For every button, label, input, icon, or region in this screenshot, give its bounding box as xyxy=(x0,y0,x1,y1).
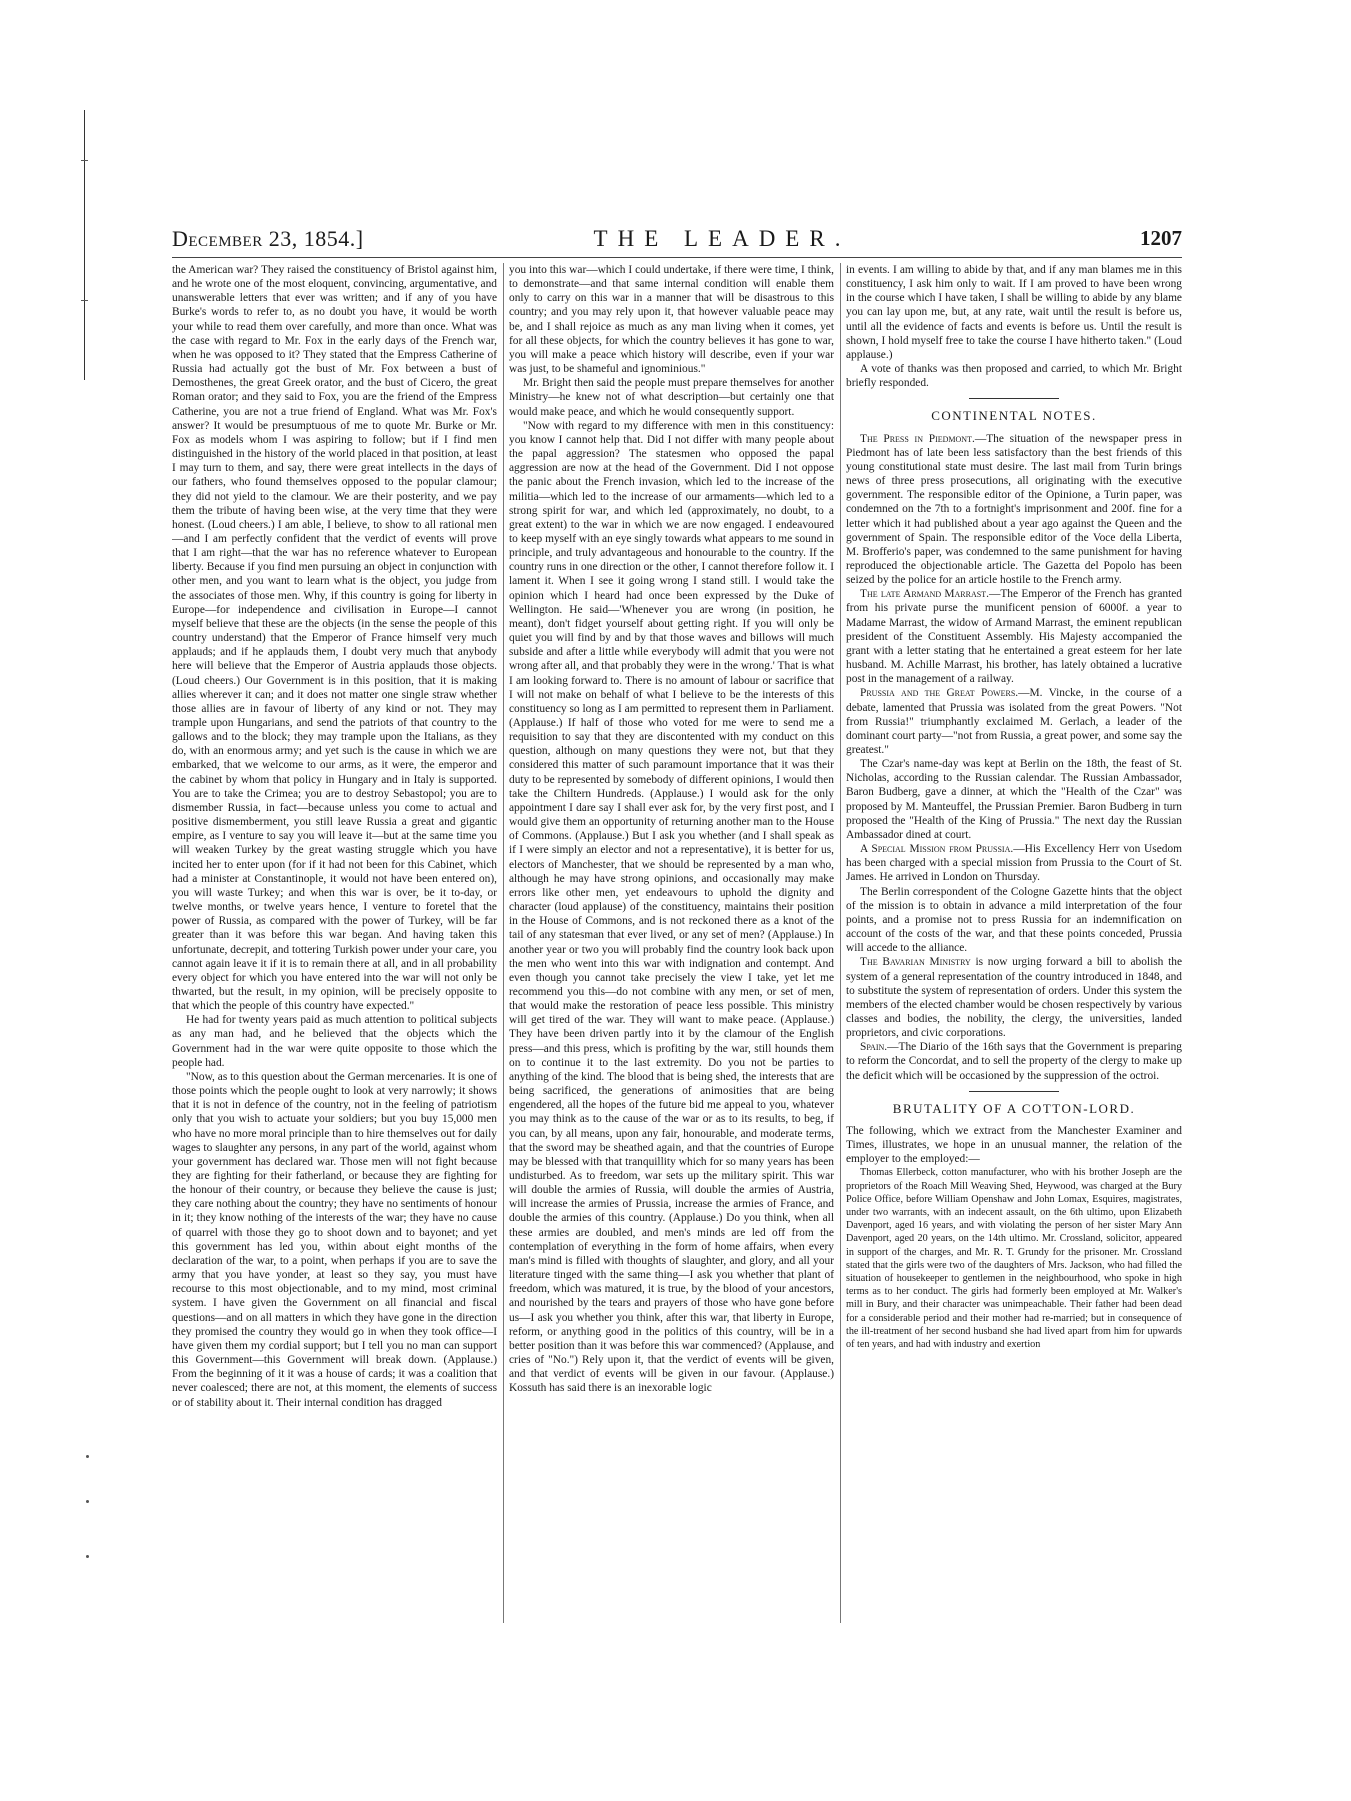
section-heading: CONTINENTAL NOTES. xyxy=(931,408,1097,424)
article-quote: Thomas Ellerbeck, cotton manufacturer, who with his brother Joseph are the proprietors of the Roach Mill Weaving Shed, Heywood, was charged at the Bury Police Office, before William Openshaw and John Lomax, Esquires, magistrates, under two warrants, with an indecent assault, on the 6th ultimo, upon Elizabeth Davenport, aged 16 years, and with violating the person of her sister Mary Ann Davenport, aged 20 years, on the 14th ultimo. Mr. Crossland, solicitor, appeared in support of the charges, and Mr. R. T. Grundy for the prisoner. Mr. Crossland stated that the girls were two of the daughters of Mrs. Jackson, who had filled the situation of housekeeper to gentlemen in the neighbourhood, who spoke in high terms as to her conduct. The girls had formerly been employed at Mr. Walker's mill in Bury, and their character was unimpeachable. Their father had been dead for a considerable period and their mother had re-married; but in consequence of the ill-treatment of her second husband she had lived apart from him for upwards of ten years, and had with industry and exertion xyxy=(846,1167,1182,1351)
report-paragraph: A vote of thanks was then proposed and carried, to which Mr. Bright briefly responded. xyxy=(846,363,1182,390)
section-rule xyxy=(969,1091,1059,1092)
speech-paragraph: "Now, as to this question about the German mercenaries. It is one of those points which the people ought to look at very narrowly; it shows that it is not in defence of the country, not in the feeling of patriotism only that you wish to actuate your soldiers; but you buy 15,000 men who have no more moral principle than to hire themselves out for daily wages to slaughter any persons, in any part of the world, against whom your government has declared war. Those men will not fight because they are fighting for their fatherland, or because they are fighting for the honour of their country, or because they believe the cause is just; they care nothing about the country; they have no sentiments of honour in it; they know nothing of the interests of the war; they have no cause of quarrel with those they go to shoot down and to bayonet; and yet this government has led you, within about eight months of the declaration of the war, to a point, when perhaps if you are to save the army that you have yonder, at least so they say, you must have recourse to this most objectionable, and to my mind, most criminal system. I have given the Government on all financial and fiscal questions—and on all matters in which they have gone in the direction they promised the country they would go in when they took office—I have given them my cordial support; but I tell you no man can support this Government—this Government will break down. (Applause.) From the beginning of it it was a house of cards; it was a coalition that never coalesced; there are not, at this moment, the elements of success or of stability about it. Their internal condition has dragged xyxy=(172,1070,497,1409)
margin-binding-line xyxy=(84,110,85,380)
news-item-lead: Spain. xyxy=(860,1041,888,1054)
news-item xyxy=(846,587,1182,686)
news-item xyxy=(846,686,1182,757)
news-item xyxy=(846,1040,1182,1082)
speech-paragraph: "Now with regard to my difference with men in this constituency: you know I cannot help that. Did I not differ with many people about the papal aggression? The statesmen who opposed the papal aggression are now at the head of the Government. Did I not oppose the panic about the French invasion, which led to the increase of the militia—which led to the increase of our armaments—which led to a strong spirit for war, and which led (approximately, no doubt, to a great extent) to the war in which we are now engaged. I endeavoured to keep myself with an eye singly towards what appears to me sound in principle, and truly advantageous and honourable to the country. If the country runs in one direction or the other, I cannot therefore follow it. I lament it. When I see it going wrong I stand still. I would take the opinion which I heard had once been expressed by the Duke of Wellington. He said—'Whenever you are wrong (in position, he meant), don't fidget yourself about getting right. If you will only be quiet you will find by and by that those waves and billows will much subside and after a little while everybody will admit that you were not wrong after all, and that probably they were in the wrong.' That is what I am looking forward to. There is no amount of labour or sacrifice that I will not make on behalf of what I believe to be the interests of this constituency so long as I am permitted to represent them in Parliament. (Applause.) If half of those who voted for me were to send me a requisition to say that they are discontented with my conduct on this question, although on many questions they were not, but that they considered this matter of such paramount importance that it was their duty to be represented by somebody of different opinions, I would then take the Chiltern Hundreds. (Applause.) I would ask for the only appointment I dare say I shall ever ask for, by the very first post, and I would give them an opportunity of returning another man to the House of Commons. (Applause.) But I ask you whether (and I shall speak as if I were simply an elector and not a representative), it is better for us, electors of Manchester, that we should be represented by a man who, although he may have strong opinions, and occasionally may make errors like other men, yet endeavours to uphold the dignity and character (loud applause) of the constituency, maintains their position in the House of Commons, and is not reckoned there as a knot of the tail of any statesman that ever lived, or any set of men? (Applause.) In another year or two you will probably find the country look back upon the men who went into this war with indignation and contempt. And even though you cannot take precisely the view I take, yet let me recommend you this—do not combine with any men, or set of men, that would make the restoration of peace less possible. This ministry will get tired of the war. They will want to make peace. (Applause.) They have been driven partly into it by the clamour of the English press—and this press, which is profiting by the war, still hounds them on to continue it to the last extremity. Do you not be parties to anything of the kind. The blood that is being shed, the interests that are being sacrificed, the generations of animosities that are being engendered, all the hopes of the future bid me appeal to you, whatever you may think as to the cause of the war or as to its results, to beg, if you can, by all means, upon any fair, honourable, and moderate terms, that the sword may be sheathed again, and that the countries of Europe may be blessed with that tranquillity which for so many years has been undisturbed. As to freedom, war sets up the military spirit. This war will double the armies of Russia, will double the armies of Austria, will increase the armies of Prussia, increase the armies of France, and double the armies of this country. (Applause.) Do you think, when all these armies are doubled, and men's minds are led off from the contemplation of everything in the form of home affairs, when every man's mind is filled with thoughts of slaughter, and glory, and all your literature tinged with the same thing—I ask you whether that plant of freedom, which was matured, it is true, by the blood of your ancestors, and nourished by the tears and prayers of those who have gone before us—I ask you whether you think, after this war, that liberty in Europe, reform, or anything good in the politics of this country, will be in a better position than it was before this war commenced? (Applause, and cries of "No.") Rely upon it, that the verdict of events will be given, and that verdict of events will be given in our favour. (Applause.) Kossuth has said there is an inexorable logic xyxy=(509,419,834,1395)
page-number: 1207 xyxy=(1140,226,1182,250)
news-item: The Czar's name-day was kept at Berlin on the 18th, the feast of St. Nicholas, according to the Russian calendar. The Russian Ambassador, Baron Budberg, gave a dinner, at which the "Health of the Czar" was proposed by M. Manteuffel, the Prussian Premier. Baron Budberg in turn proposed the "Health of the King of Prussia." The next day the Russian Ambassador dined at court. xyxy=(846,758,1182,841)
margin-tick xyxy=(81,300,88,305)
header-rule xyxy=(172,257,1182,258)
news-item-lead: The Bavarian Ministry xyxy=(860,956,971,969)
margin-speck xyxy=(86,1555,89,1558)
news-item xyxy=(846,842,1182,884)
margin-tick xyxy=(81,160,88,165)
article-intro: The following, which we extract from the Manchester Examiner and Times, illustrates, we hope in an unusual manner, the relation of the employer to the employed:— xyxy=(846,1124,1182,1166)
column-middle xyxy=(509,263,834,1623)
column-divider xyxy=(503,263,504,1623)
news-item: The Berlin correspondent of the Cologne Gazette hints that the object of the mission is to obtain in advance a mild interpretation of the four points, and a promise not to press Russia for an indemnification on account of the costs of the war, and that these points conceded, Prussia will accede to the alliance. xyxy=(846,885,1182,955)
page-header xyxy=(172,226,1182,256)
report-paragraph: He had for twenty years paid as much attention to political subjects as any man had, and he believed that the objects which the Government had in the war were quite opposite to those which the people had. xyxy=(172,1014,497,1069)
news-item-text: —His Excellency Herr von Usedom has been charged with a special mission from Prussia to the Court of St. James. He arrived in London on Thursday. xyxy=(846,843,1182,884)
report-paragraph: Mr. Bright then said the people must prepare themselves for another Ministry—he knew not of what description—but certainly one that would make peace, and which he would consequently support. xyxy=(509,377,834,418)
issue-date: December 23, 1854.] xyxy=(172,226,364,251)
column-divider xyxy=(840,263,841,1623)
margin-speck xyxy=(86,1500,89,1503)
news-item-text: is now urging forward a bill to abolish the system of a general representation of the country introduced in 1848, and to substitute the system of representation of orders. Under this system the members of the elected chamber would be chosen respectively by various classes and bodies, the nobility, the clergy, the universities, landed proprietors, and civic corporations. xyxy=(846,956,1182,1040)
news-item-text: —The Emperor of the French has granted from his private purse the munificent pension of 6000f. a year to Madame Marrast, the widow of Armand Marrast, the eminent republican president of the Constituent Assembly. His Majesty accompanied the grant with a letter stating that he entertained a great esteem for her late husband. M. Achille Marrast, his brother, has lately obtained a lucrative post in the management of a railway. xyxy=(846,588,1182,686)
news-item-lead: The late Armand Marrast. xyxy=(860,588,989,601)
news-item-text: —M. Vincke, in the course of a debate, lamented that Prussia was isolated from the great Powers. "Not from Russia!" triumphantly exclaimed M. Gerlach, a leader of the dominant court party—"not from Russia, a great power, and some say the greatest." xyxy=(846,687,1182,756)
news-item-lead: The Press in Piedmont. xyxy=(860,432,975,445)
speech-paragraph: you into this war—which I could undertake, if there were time, I think, to demonstrate—and that same internal condition will enable them only to carry on this war in a manner that will be disastrous to this country; and you may rely upon it, that however valuable peace may be, and I shall rejoice as much as any man living when it comes, yet for all these objects, for which the country believes it has gone to war, you will make a peace which history will describe, even if your war was just, to be shameful and ignominious." xyxy=(509,264,834,376)
column-right xyxy=(846,263,1182,1623)
speech-paragraph: in events. I am willing to abide by that, and if any man blames me in this constituency, I ask him only to wait. If I am proved to have been wrong in the course which I have taken, I shall be willing to abide by any blame you can lay upon me, but, at any rate, wait until the result is before us, until all the evidence of facts and events is before us. Until the result is shown, I hold myself free to take the course I have hitherto taken." (Loud applause.) xyxy=(846,264,1182,361)
section-heading: BRUTALITY OF A COTTON-LORD. xyxy=(892,1100,1136,1116)
masthead-title: THE LEADER. xyxy=(593,226,851,251)
news-item-lead: Prussia and the Great Powers. xyxy=(860,687,1019,700)
section-rule xyxy=(969,398,1059,399)
speech-paragraph: the American war? They raised the constituency of Bristol against him, and he wrote one of the most eloquent, convincing, argumentative, and unanswerable letters that ever was written; and if any of you have Burke's words to refer to, as no doubt you have, it would be worth your while to read them over carefully, and more than once. What was the case with regard to Mr. Fox in the early days of the French war, when he was opposed to it? They stated that the Empress Catherine of Russia had actually got the bust of Mr. Fox between a bust of Demosthenes, the great Greek orator, and the bust of Cicero, the great Roman orator; and they said to Fox, you are the friend of the Empress Catherine, you are not a true friend of England. What was Mr. Fox's answer? It would be presumptuous of me to quote Mr. Burke or Mr. Fox as models whom I was aspiring to follow; but if I find men distinguished in the history of the world placed in that position, at least I may turn to them, and say, there were great intellects in the days of our fathers, who found themselves opposed to the popular clamour; they did not yield to the clamour. We are their posterity, and we pay them the tribute of having been wise, at the very time that they were honest. (Loud cheers.) I am able, I believe, to show to all rational men—and I am perfectly confident that the verdict of events will prove that I am right—that the war has no reference whatever to European liberty. Because if you find men pursuing an object in conjunction with other men, and you want to learn what is the object, you judge from the associates of those men. Why, if this country is going for liberty in Europe—for independence and civilisation in Europe—I cannot myself believe that these are the objects (in the sense the people of this country understand) that the Emperor of France himself very much applauds; and if he applauds them, I doubt very much that anybody here will believe that the Emperor of Austria applauds those objects. (Loud cheers.) Our Government is in this position, that it is making allies wherever it can; and it does not matter one single straw whether those allies are in favour of liberty of any kind or not. They may trample upon Hungarians, and send the patriots of that country to the gallows and to the block; they may trample upon the Italians, as they do, with an enormous army; and yet such is the cause in which we are embarked, that we welcome to our arms, as it were, the emperor and the cabinet by whom that policy in Hungary and in Italy is supported. You are to take the Crimea; you are to destroy Sebastopol; you are to dismember Russia, in fact—because unless you come to actual and positive dismemberment, you still leave Russia a great and gigantic empire, as I venture to say you will leave it—but at the same time you will weaken Turkey by the great wasting struggle which you have incited her to enter upon (for if it had not been for this Cabinet, which had a minister at Constantinople, it would not have been entered on), you will waste Turkey; and when this war is over, be it to-day, or twelve months, or twelve years hence, I venture to foretel that the power of Russia, as compared with the power of Turkey, will be far greater than it was before this war began. And having taken this unfortunate, decrepit, and tottering Turkish power under your care, you cannot again leave it if it is to remain there at all, and in all probability every object for which you have entered into the war will not only be thwarted, but the result, in my opinion, will be precisely opposite to that which the people of this country have expected." xyxy=(172,264,497,1013)
news-item-text: —The situation of the newspaper press in Piedmont has of late been less satisfactory than the best friends of this young constitutional state must desire. The last mail from Turin brings news of three press prosecutions, all originating with the executive government. The responsible editor of the Opinione, a Turin paper, was condemned on the 7th to a fortnight's imprisonment and 200f. fine for a letter which it had published about a year ago against the Queen and the government of Spain. The responsible editor of the Voce della Liberta, M. Brofferio's paper, was condemned to the same punishment for having reproduced the objectionable article. The Gazetta del Popolo has been seized by the police for an article hostile to the French army. xyxy=(846,432,1182,587)
margin-speck xyxy=(86,1455,89,1458)
news-item xyxy=(846,432,1182,588)
news-item-text: —The Diario of the 16th says that the Government is preparing to reform the Concordat, and to sell the property of the clergy to make up the deficit which will be occasioned by the suppression of the octroi. xyxy=(846,1041,1182,1082)
column-left xyxy=(172,263,497,1623)
news-item-lead: A Special Mission from Prussia. xyxy=(860,843,1014,856)
news-item xyxy=(846,955,1182,1040)
